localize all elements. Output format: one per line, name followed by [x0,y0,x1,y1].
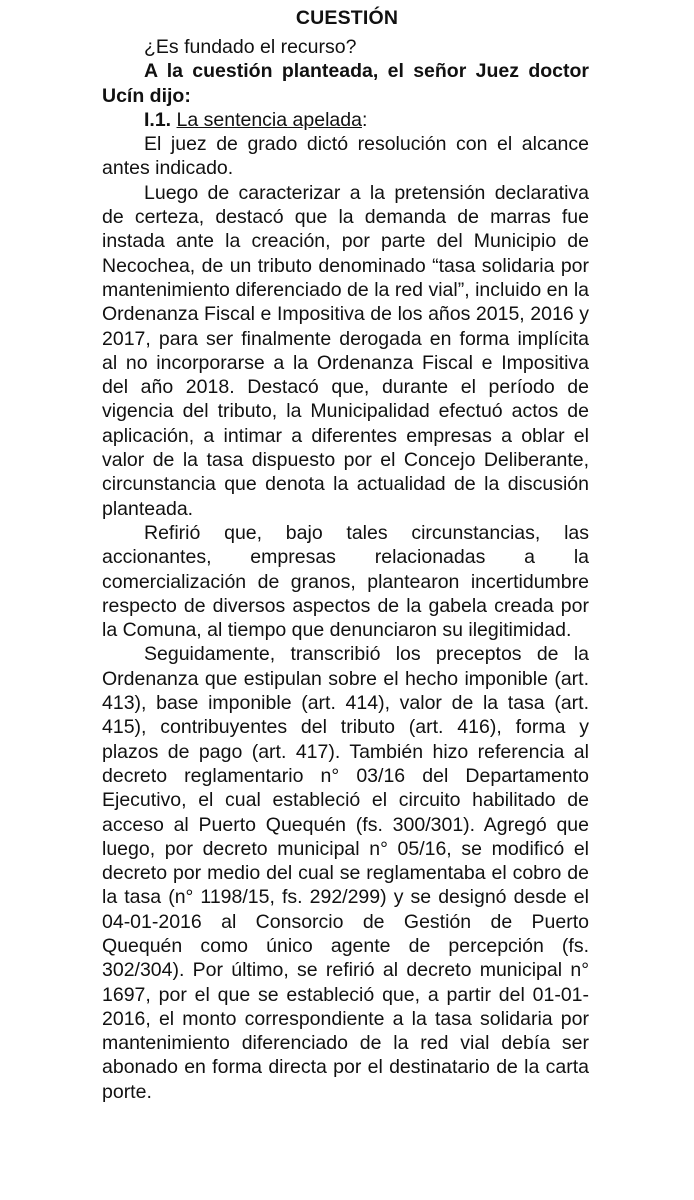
vote-intro-paragraph [102,59,589,108]
paragraph-1: El juez de grado dictó resolución con el alcance antes indicado. [102,133,589,180]
section-title-paragraph [102,108,589,132]
paragraph-4: Seguidamente, transcribió los preceptos de la Ordenanza que estipulan sobre el hecho imponible (art. 413), base imponible (art. 414), valor de la tasa (art. 415), contribuyentes del tributo (art. 416), forma y plazos de pago (art. 417). También hizo referencia al decreto reglamentario n° 03/16 del Departamento Ejecutivo, el cual estableció el circuito habilitado de acceso al Puerto Quequén (fs. 300/301). Agregó que luego, por decreto municipal n° 05/16, se modificó el decreto por medio del cual se reglamentaba el cobro de la tasa (n° 1198/15, fs. 292/299) y se designó desde el 04-01-2016 al Consorcio de Gestión de Puerto Quequén como único agente de percepción (fs. 302/304). Por último, se refirió al decreto municipal n° 1697, por el que se estableció que, a partir del 01-01-2016, el monto correspondiente a la tasa solidaria por mantenimiento diferenciado de la red vial debía ser abonado en forma directa por el destinatario de la carta porte. [102,643,589,1103]
section-title: La sentencia apelada [176,108,362,131]
paragraph-2: Luego de caracterizar a la pretensión declarativa de certeza, destacó que la demanda de marras fue instada ante la creación, por parte del Municipio de Necochea, de un tributo denominado “tasa solidaria por mantenimiento diferenciado de la red vial”, incluido en la Ordenanza Fiscal e Impositiva de los años 2015, 2016 y 2017, para ser finalmente derogada en forma implícita al no incorporarse a la Ordenanza Fiscal e Impositiva del año 2018. Destacó que, durante el período de vigencia del tributo, la Municipalidad efectuó actos de aplicación, a intimar a diferentes empresas a oblar el valor de la tasa dispuesto por el Concejo Deliberante, circunstancia que denota la actualidad de la discusión planteada. [102,181,589,520]
question-text: ¿Es fundado el recurso? [144,36,357,58]
document-body [102,35,589,1104]
paragraph-3: Refirió que, bajo tales circunstancias, las accionantes, empresas relacionadas a la comercialización de granos, plantearon incertidumbre respecto de diversos aspectos de la gabela creada por la Comuna, al tiempo que denunciaron su ilegitimidad. [102,521,589,642]
section-number: I.1. [144,108,172,131]
question-paragraph [102,35,589,59]
section-colon: : [361,108,368,131]
vote-intro-text: A la cuestión planteada, el señor Juez doctor Ucín dijo: [102,60,589,107]
section-heading: CUESTIÓN [295,7,399,29]
